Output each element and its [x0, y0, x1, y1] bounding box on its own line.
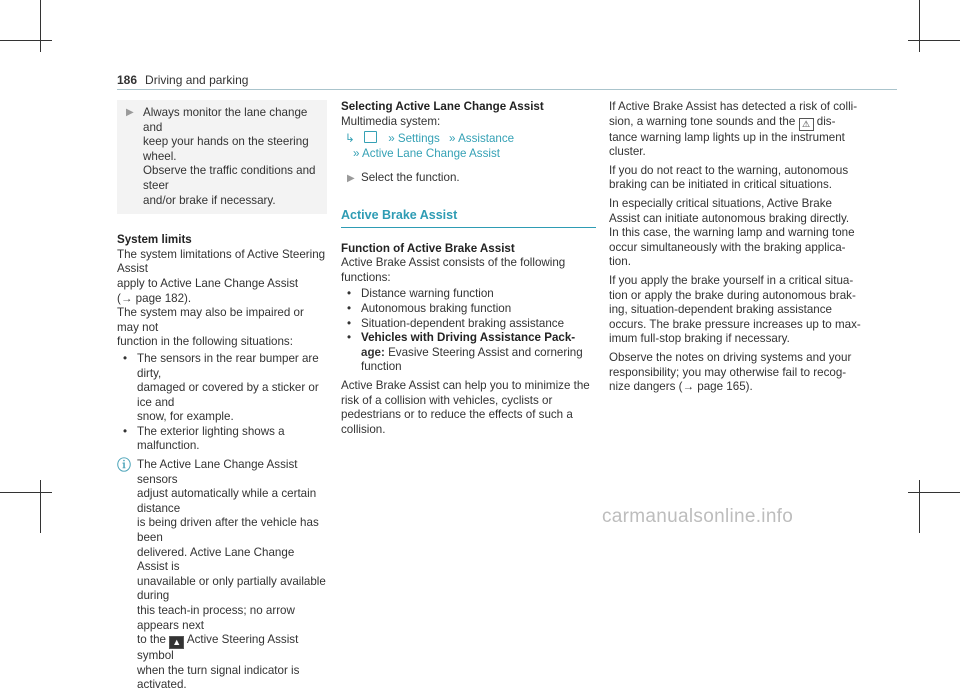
page-header	[117, 73, 248, 87]
text-line: In especially critical situations, Active Brake	[609, 196, 832, 210]
text-line: • Vehicles with Driving Assistance Pack-	[361, 331, 576, 345]
text-line: this teach-in process; no arrow appears next	[137, 604, 295, 632]
section-title: Driving and parking	[145, 73, 249, 87]
text-line: collision.	[341, 422, 386, 436]
list-item	[341, 331, 596, 375]
text-line: • The sensors in the rear bumper are dirty,	[137, 351, 319, 380]
text-line: when the turn signal indicator is activated.	[137, 663, 300, 692]
text-line: occur simultaneously with the braking applica-	[609, 240, 846, 254]
text-line: Observe the notes on driving systems and your	[609, 350, 852, 364]
page-number: 186	[117, 73, 138, 87]
info-icon: ⓘ	[117, 457, 131, 474]
system-limits-heading: System limits	[117, 233, 192, 247]
text-line: damaged or covered by a sticker or ice and	[137, 381, 319, 409]
text-line: snow, for example.	[137, 410, 234, 424]
text-line: is being driven after the vehicle has been	[137, 516, 319, 545]
list-item	[341, 287, 596, 302]
arrow-icon: ▶	[126, 107, 134, 118]
text-line: unavailable or only partially available during	[137, 574, 326, 603]
text-fragment: sion, a warning tone sounds and the	[609, 114, 796, 128]
list-item	[117, 425, 327, 454]
functions-list	[341, 287, 596, 375]
crop-mark	[908, 492, 960, 493]
text-line: Active Brake Assist can help you to minimize the	[341, 378, 590, 392]
text-line: pedestrians or to reduce the effects of such a	[341, 408, 573, 422]
text-line	[137, 633, 327, 664]
distance-warning-icon: ⚠	[799, 118, 814, 131]
menu-path	[341, 147, 596, 162]
chevron-icon: »	[353, 146, 360, 160]
chevron-icon: »	[388, 132, 395, 146]
path-arrow-icon: ↳	[345, 132, 355, 146]
text-fragment: age:	[361, 345, 385, 359]
text-line: responsibility; you may otherwise fail to recog-	[609, 365, 847, 379]
crop-mark	[908, 40, 960, 41]
text-line: In this case, the warning lamp and warning tone	[609, 226, 855, 240]
text-fragment: Active Steering Assist symbol	[137, 633, 299, 663]
path-alca: Active Lane Change Assist	[362, 146, 500, 160]
selecting-heading: Selecting Active Lane Change Assist	[341, 100, 544, 113]
text-fragment: to the	[137, 633, 167, 647]
text-line: imum full-stop braking if necessary.	[609, 332, 790, 346]
text-line: functions:	[341, 270, 391, 284]
path-settings: Settings	[397, 132, 440, 146]
text-line: Active Brake Assist consists of the following	[341, 256, 566, 270]
limits-list	[117, 352, 327, 454]
text-line: tion or apply the brake during autonomous brak-	[609, 288, 856, 302]
crop-mark	[919, 480, 920, 533]
instruction-step	[341, 171, 596, 186]
list-item	[117, 352, 327, 425]
text-line: tion.	[609, 255, 631, 269]
note-line: Observe the traffic conditions and steer	[143, 164, 316, 192]
text-line: risk of a collision with vehicles, cyclists or	[341, 393, 553, 407]
list-item	[341, 317, 596, 332]
text-line: nize dangers (→ page 165).	[609, 380, 753, 394]
note-line: Always monitor the lane change and	[143, 106, 308, 134]
crop-mark	[40, 0, 41, 52]
text-line: cluster.	[609, 145, 646, 159]
menu-path	[341, 131, 596, 147]
crop-mark	[40, 480, 41, 533]
crop-mark	[0, 40, 52, 41]
text-line: The system may also be impaired or may not	[117, 306, 304, 334]
text-line: If Active Brake Assist has detected a risk of colli-	[609, 100, 858, 113]
text-line	[609, 115, 901, 131]
text-line: • The exterior lighting shows a malfunction.	[137, 424, 285, 453]
text-fragment: dis-	[816, 114, 836, 128]
watermark: carmanualsonline.info	[602, 506, 794, 527]
text-line: Assist can initiate autonomous braking directly.	[609, 211, 850, 225]
text-line: • Situation-dependent braking assistance	[361, 316, 565, 330]
column-right	[609, 100, 901, 395]
info-note	[117, 458, 327, 693]
note-line: keep your hands on the steering wheel.	[143, 135, 309, 163]
text-line: The Active Lane Change Assist sensors	[137, 458, 298, 486]
text-line: function in the following situations:	[117, 335, 293, 349]
text-line: If you apply the brake yourself in a critical situa-	[609, 273, 854, 287]
header-rule	[117, 89, 897, 90]
arrow-icon: ▶	[347, 173, 355, 185]
text-fragment: Evasive Steering Assist and cornering	[388, 345, 583, 359]
text-line: function	[361, 360, 402, 374]
column-left	[117, 100, 327, 693]
path-assistance: Assistance	[458, 132, 515, 146]
crop-mark	[0, 492, 52, 493]
text-line: The system limitations of Active Steering Assist	[117, 247, 326, 276]
text-line: adjust automatically while a certain distance	[137, 487, 317, 515]
section-heading: Active Brake Assist	[341, 208, 596, 228]
text-line: (→ page 182).	[117, 291, 192, 305]
list-item	[341, 302, 596, 317]
instruction-note	[117, 100, 327, 214]
function-heading: Function of Active Brake Assist	[341, 241, 515, 255]
text-line	[361, 346, 596, 361]
chevron-icon: »	[449, 132, 456, 146]
steering-assist-icon: ▲	[169, 636, 184, 649]
note-line: and/or brake if necessary.	[143, 193, 276, 207]
text-line: delivered. Active Lane Change Assist is	[137, 545, 295, 574]
text-line: apply to Active Lane Change Assist	[117, 276, 299, 290]
text-line: • Distance warning function	[361, 287, 494, 301]
multimedia-label: Multimedia system:	[341, 114, 441, 128]
text-line: tance warning lamp lights up in the instrument	[609, 130, 845, 144]
text-line: • Autonomous braking function	[361, 301, 512, 315]
text-line: ing, situation-dependent braking assistance	[609, 303, 833, 317]
step-text: Select the function.	[361, 171, 460, 185]
home-icon	[364, 131, 377, 143]
text-line: occurs. The brake pressure increases up to max-	[609, 317, 861, 331]
text-line: If you do not react to the warning, autonomous	[609, 163, 849, 177]
crop-mark	[919, 0, 920, 52]
text-line: braking can be initiated in critical situations.	[609, 178, 832, 192]
column-middle	[341, 100, 596, 437]
